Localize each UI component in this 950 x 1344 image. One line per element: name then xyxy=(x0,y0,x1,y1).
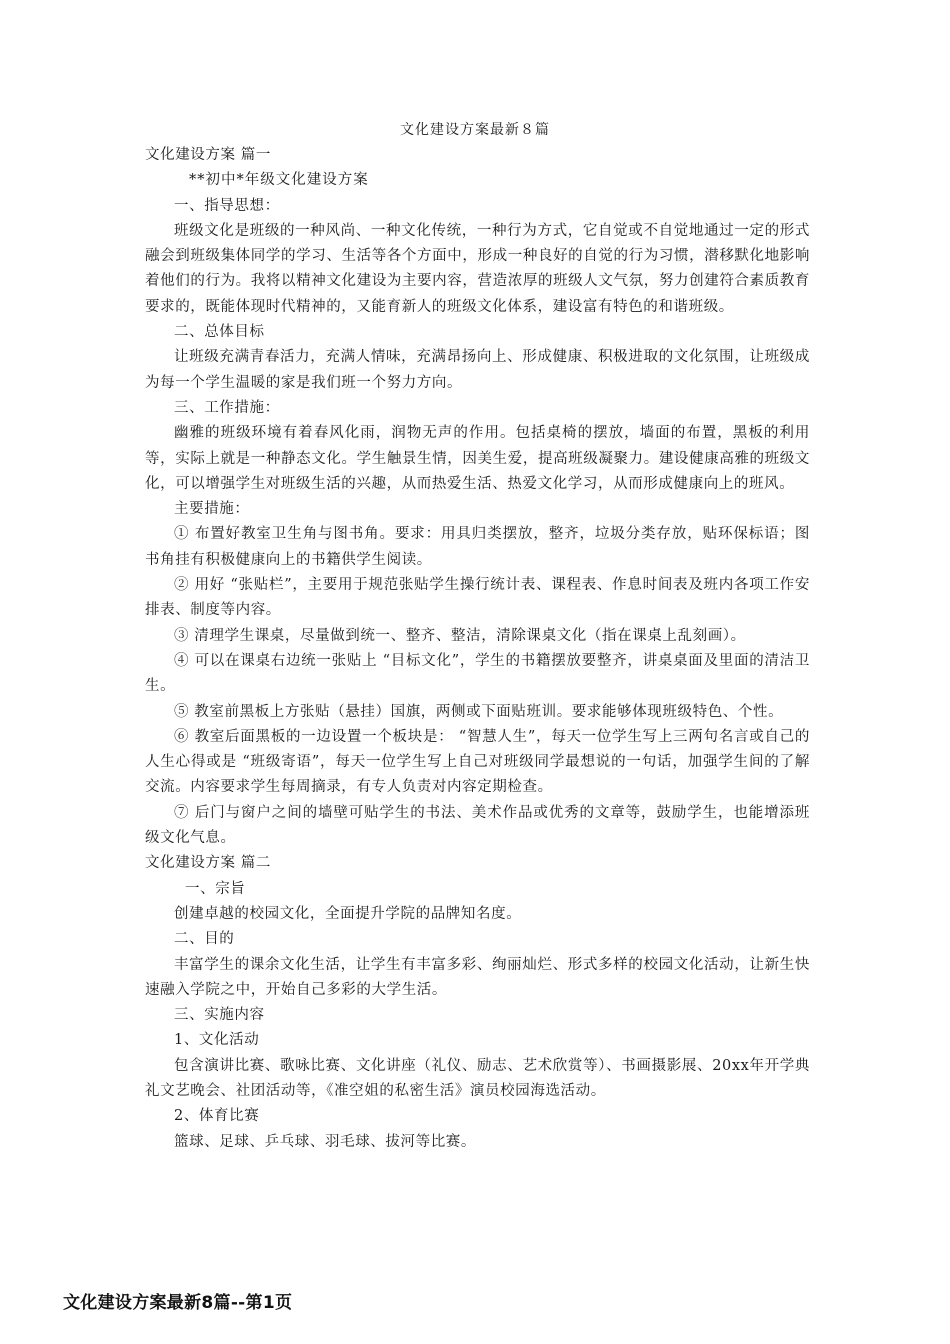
paragraph: 幽雅的班级环境有着春风化雨，润物无声的作用。包括桌椅的摆放，墙面的布置，黑板的利用等，实际上就是一种静态文化。学生触景生情，因美生爱，提高班级凝聚力。建设健康高雅的班级文化，可以增强学生对班级生活的兴趣，从而热爱生活、热爱文化学习，从而形成健康向上的班风。 xyxy=(145,425,810,492)
paragraph: ④ 可以在课桌右边统一张贴上 “目标文化”，学生的书籍摆放要整齐，讲桌桌面及里面的清洁卫生。 xyxy=(145,652,810,695)
paragraph: ① 布置好教室卫生角与图书角。要求：用具归类摆放，整齐，垃圾分类存放，贴环保标语；图书角挂有积极健康向上的书籍供学生阅读。 xyxy=(145,526,810,568)
section-heading: 文化建设方案 篇一 xyxy=(145,147,272,163)
paragraph: ⑥ 教室后面黑板的一边设置一个板块是： “智慧人生”，每天一位学生写上三两句名言或自己的人生心得或是 “班级寄语”，每天一位学生写上自己对班级同学最想说的一句话，加强学生间的了解交流。内容要求学生每周摘录，有专人负责对内容定期检查。 xyxy=(145,728,810,796)
paragraph: 2、体育比赛 xyxy=(174,1108,260,1125)
section-subtitle: **初中*年级文化建设方案 xyxy=(189,172,369,189)
paragraph: 篮球、足球、乒乓球、羽毛球、拔河等比赛。 xyxy=(174,1133,476,1150)
paragraph: 丰富学生的课余文化生活，让学生有丰富多彩、绚丽灿烂、形式多样的校园文化活动，让新生快速融入学院之中，开始自己多彩的大学生活。 xyxy=(145,956,810,998)
paragraph: 班级文化是班级的一种风尚、一种文化传统，一种行为方式，它自觉或不自觉地通过一定的形式融会到班级集体同学的学习、生活等各个方面中，形成一种良好的自觉的行为习惯，潜移默化地影响着他们的行为。我将以精神文化建设为主要内容，营造浓厚的班级人文气氛，努力创建符合素质教育要求的，既能体现时代精神的，又能育新人的班级文化体系，建设富有特色的和谐班级。 xyxy=(145,222,810,315)
paragraph: 三、实施内容 xyxy=(174,1007,265,1024)
section-heading: 文化建设方案 篇二 xyxy=(145,855,272,872)
section-subtitle: 一、宗旨 xyxy=(185,880,246,897)
paragraph: 二、目的 xyxy=(174,931,235,948)
paragraph: ⑤ 教室前黑板上方张贴（悬挂）国旗，两侧或下面贴班训。要求能够体现班级特色、个性。 xyxy=(174,703,784,720)
paragraph: ③ 清理学生课桌，尽量做到统一、整齐、整洁，清除课桌文化（指在课桌上乱刻画）。 xyxy=(174,627,746,644)
paragraph: 三、工作措施： xyxy=(174,399,280,416)
paragraph: 包含演讲比赛、歌咏比赛、文化讲座（礼仪、励志、艺术欣赏等）、书画摄影展、20xx年开学典礼文艺晚会、社团活动等，《准空姐的私密生活》演员校园海选活动。 xyxy=(145,1057,810,1099)
paragraph: 创建卓越的校园文化，全面提升学院的品牌知名度。 xyxy=(174,905,522,922)
paragraph: ② 用好 “张贴栏”，主要用于规范张贴学生操行统计表、课程表、作息时间表及班内各项工作安排表、制度等内容。 xyxy=(145,577,810,619)
document-body xyxy=(145,143,810,1155)
paragraph: 1、文化活动 xyxy=(174,1032,260,1049)
paragraph: 二、总体目标 xyxy=(174,324,265,341)
page-footer: 文化建设方案最新8篇--第1页 xyxy=(63,1293,293,1313)
paragraph: ⑦ 后门与窗户之间的墙壁可贴学生的书法、美术作品或优秀的文章等，鼓励学生，也能增添班级文化气息。 xyxy=(145,804,810,847)
paragraph: 一、指导思想： xyxy=(174,197,280,214)
paragraph: 主要措施： xyxy=(174,501,250,518)
paragraph: 让班级充满青春活力，充满人情味，充满昂扬向上、形成健康、积极进取的文化氛围，让班级成为每一个学生温暖的家是我们班一个努力方向。 xyxy=(145,349,810,391)
document-title: 文化建设方案最新８篇 xyxy=(400,122,550,138)
